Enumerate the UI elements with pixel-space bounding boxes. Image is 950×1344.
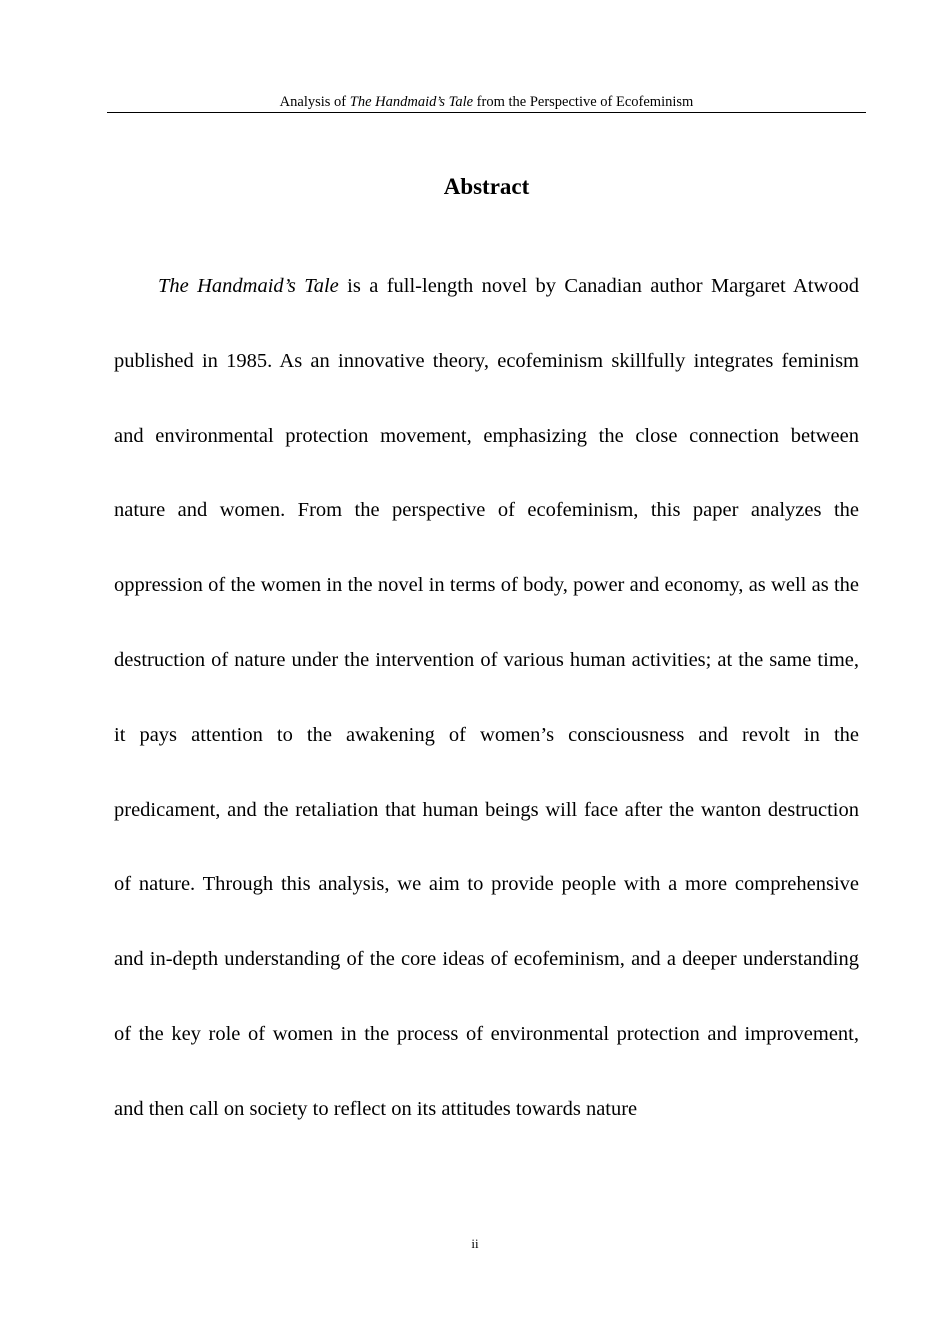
- abstract-paragraph: [114, 249, 859, 1147]
- abstract-body: [114, 249, 859, 1147]
- abstract-text: is a full-length novel by Canadian author Margaret Atwood published in 1985. As an innovative theory, ecofeminism skillfully integrates feminism and environmental protection movement, emphasizing the close connection between nature and women. From the perspective of ecofeminism, this paper analyzes the oppression of the women in the novel in terms of body, power and economy, as well as the destruction of nature under the intervention of various human activities; at the same time, it pays attention to the awakening of women’s consciousness and revolt in the predicament, and the retaliation that human beings will face after the wanton destruction of nature. Through this analysis, we aim to provide people with a more comprehensive and in-depth understanding of the core ideas of ecofeminism, and a deeper understanding of the key role of women in the process of environmental protection and improvement, and then call on society to reflect on its attitudes towards nature: [114, 275, 859, 1120]
- header-prefix: Analysis of: [279, 94, 350, 110]
- page-number: ii: [471, 1236, 479, 1251]
- section-title: Abstract: [443, 174, 530, 199]
- running-header: [107, 92, 866, 113]
- header-book-title: The Handmaid’s Tale: [349, 94, 474, 110]
- header-suffix: from the Perspective of Ecofeminism: [473, 94, 694, 110]
- abstract-book-title: The Handmaid’s Tale: [158, 275, 339, 297]
